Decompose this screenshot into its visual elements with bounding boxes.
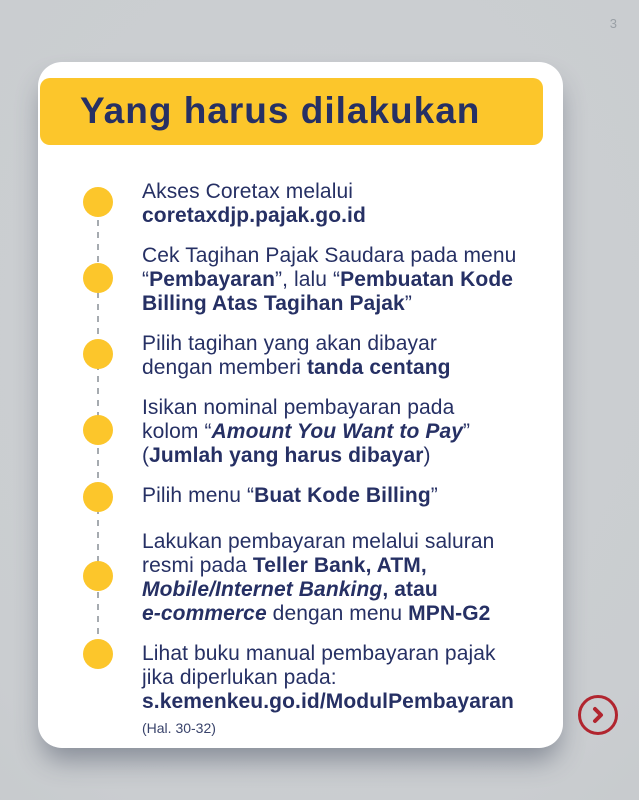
step-item [83, 332, 563, 380]
text-segment: Pilih tagihan yang akan dibayar [142, 332, 437, 355]
content-card [38, 62, 563, 748]
step-bullet-column [83, 332, 142, 380]
step-item [83, 642, 563, 738]
text-segment: dengan menu [266, 602, 409, 625]
step-text [142, 332, 563, 380]
text-segment: jika diperlukan pada: [142, 666, 337, 689]
step-text-line [142, 554, 563, 578]
step-text-line [142, 714, 563, 738]
step-item [83, 396, 563, 468]
text-segment: Lakukan pembayaran melalui saluran [142, 530, 495, 553]
text-segment: resmi pada [142, 554, 253, 577]
page-title: Yang harus dilakukan [80, 89, 481, 131]
step-text [142, 244, 563, 316]
step-text-line [142, 666, 563, 690]
step-text [142, 484, 563, 514]
step-item [83, 244, 563, 316]
coretax-url[interactable]: coretaxdjp.pajak.go.id [142, 204, 366, 227]
text-segment: Pilih menu “ [142, 484, 255, 507]
text-segment: MPN-G2 [408, 602, 491, 625]
step-text-line [142, 180, 563, 204]
step-bullet-icon [83, 639, 113, 669]
text-segment: Teller Bank, ATM, [252, 554, 427, 577]
step-item [83, 484, 563, 514]
text-segment: Billing Atas Tagihan Pajak [142, 292, 405, 315]
text-segment: Amount You Want to Pay [211, 420, 464, 443]
text-segment: ” [463, 420, 471, 443]
text-segment: Jumlah yang harus dibayar [149, 444, 424, 467]
step-text-line [142, 356, 563, 380]
text-segment: Pembuatan Kode [340, 268, 514, 291]
text-segment: Buat Kode Billing [254, 484, 431, 507]
text-segment: “ [142, 268, 150, 291]
text-segment: Pembayaran [149, 268, 275, 291]
page-reference: (Hal. 30-32) [142, 720, 216, 736]
step-text-line [142, 642, 563, 666]
step-text [142, 180, 563, 228]
step-text-line [142, 484, 563, 508]
text-segment: kolom “ [142, 420, 212, 443]
step-text-line [142, 578, 563, 602]
manual-url[interactable]: s.kemenkeu.go.id/ModulPembayaran [142, 690, 514, 713]
text-segment: ( [142, 444, 150, 467]
step-bullet-column [83, 530, 142, 626]
step-text-line [142, 444, 563, 468]
step-bullet-column [83, 642, 142, 738]
step-bullet-icon [83, 187, 113, 217]
step-text-line [142, 332, 563, 356]
page-number: 3 [609, 16, 617, 31]
text-segment: Mobile/Internet Banking [142, 578, 383, 601]
text-segment: ” [430, 484, 438, 507]
step-text [142, 642, 563, 738]
header-band [40, 78, 543, 145]
step-bullet-column [83, 396, 142, 468]
text-segment: dengan memberi [142, 356, 307, 379]
next-page-button[interactable] [578, 695, 618, 735]
text-segment: Akses Coretax melalui [142, 180, 354, 203]
text-segment: Cek Tagihan Pajak Saudara pada menu [142, 244, 517, 267]
step-bullet-icon [83, 415, 113, 445]
step-bullet-icon [83, 339, 113, 369]
text-segment: ” [404, 292, 412, 315]
step-text-line [142, 530, 563, 554]
step-bullet-icon [83, 561, 113, 591]
text-segment: Isikan nominal pembayaran pada [142, 396, 455, 419]
step-bullet-icon [83, 482, 113, 512]
text-segment: ”, lalu “ [275, 268, 341, 291]
step-text-line [142, 690, 563, 714]
step-bullet-column [83, 180, 142, 228]
step-text-line [142, 602, 563, 626]
text-segment: Lihat buku manual pembayaran pajak [142, 642, 496, 665]
step-text-line [142, 396, 563, 420]
step-text-line [142, 204, 563, 228]
step-item [83, 180, 563, 228]
step-bullet-column [83, 484, 142, 514]
step-bullet-icon [83, 263, 113, 293]
text-segment: e-commerce [142, 602, 267, 625]
step-text-line [142, 268, 563, 292]
step-text-line [142, 244, 563, 268]
step-bullet-column [83, 244, 142, 316]
text-segment: ) [423, 444, 431, 467]
step-text [142, 530, 563, 626]
text-segment: tanda centang [306, 356, 451, 379]
step-text [142, 396, 563, 468]
step-item [83, 530, 563, 626]
text-segment: , atau [382, 578, 438, 601]
step-text-line [142, 292, 563, 316]
chevron-right-icon [590, 706, 606, 724]
step-text-line [142, 420, 563, 444]
steps-list [38, 180, 563, 754]
